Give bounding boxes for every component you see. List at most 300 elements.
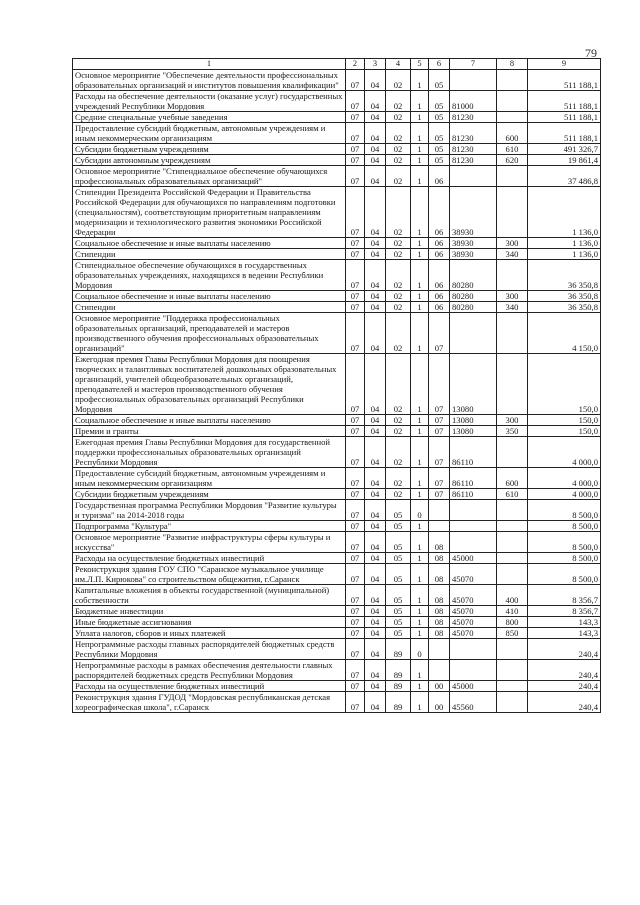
subprogram-code-cell: 1	[411, 70, 429, 91]
program-code-cell: 02	[386, 260, 411, 291]
subsection-code-cell: 04	[365, 532, 386, 553]
subprogram-code-cell: 1	[411, 532, 429, 553]
amount-cell: 240,4	[528, 660, 601, 681]
table-row	[73, 144, 601, 155]
activity-code-cell: 08	[429, 585, 450, 606]
column-header: 1	[73, 59, 346, 70]
subprogram-code-cell: 1	[411, 585, 429, 606]
program-code-cell: 02	[386, 123, 411, 144]
activity-code-cell: 05	[429, 123, 450, 144]
activity-code-cell: 06	[429, 302, 450, 313]
subsection-code-cell: 04	[365, 617, 386, 628]
table-row	[73, 187, 601, 238]
section-code-cell: 07	[346, 166, 365, 187]
column-header: 3	[365, 59, 386, 70]
table-row	[73, 415, 601, 426]
column-header: 8	[497, 59, 528, 70]
program-code-cell: 89	[386, 660, 411, 681]
expense-type-cell	[497, 354, 528, 415]
target-code-cell: 80280	[450, 291, 497, 302]
activity-code-cell: 08	[429, 628, 450, 639]
amount-cell: 8 500,0	[528, 500, 601, 521]
activity-code-cell	[429, 500, 450, 521]
amount-cell: 511 188,1	[528, 91, 601, 112]
expense-type-cell: 800	[497, 617, 528, 628]
subprogram-code-cell: 1	[411, 628, 429, 639]
subprogram-code-cell: 0	[411, 639, 429, 660]
expense-type-cell	[497, 639, 528, 660]
row-name-cell: Предоставление субсидий бюджетным, автономным учреждениям и иным некоммерческим организациям	[73, 123, 346, 144]
section-code-cell: 07	[346, 426, 365, 437]
section-code-cell: 07	[346, 617, 365, 628]
target-code-cell: 45070	[450, 564, 497, 585]
table-row	[73, 628, 601, 639]
section-code-cell: 07	[346, 681, 365, 692]
table-row	[73, 249, 601, 260]
row-name-cell: Социальное обеспечение и иные выплаты населению	[73, 415, 346, 426]
program-code-cell: 89	[386, 681, 411, 692]
section-code-cell: 07	[346, 606, 365, 617]
program-code-cell: 02	[386, 249, 411, 260]
row-name-cell: Основное мероприятие "Обеспечение деятельности профессиональных образовательных организаций и институтов повышения квалификации"	[73, 70, 346, 91]
expense-type-cell	[497, 532, 528, 553]
section-code-cell: 07	[346, 291, 365, 302]
amount-cell: 511 188,1	[528, 70, 601, 91]
table-row	[73, 291, 601, 302]
section-code-cell: 07	[346, 521, 365, 532]
table-row	[73, 606, 601, 617]
target-code-cell: 81000	[450, 91, 497, 112]
expense-type-cell	[497, 187, 528, 238]
column-header: 2	[346, 59, 365, 70]
subprogram-code-cell: 1	[411, 426, 429, 437]
table-row	[73, 617, 601, 628]
subprogram-code-cell: 1	[411, 692, 429, 713]
program-code-cell: 02	[386, 238, 411, 249]
program-code-cell: 05	[386, 628, 411, 639]
subprogram-code-cell: 1	[411, 260, 429, 291]
subsection-code-cell: 04	[365, 521, 386, 532]
subsection-code-cell: 04	[365, 437, 386, 468]
activity-code-cell: 07	[429, 313, 450, 354]
row-name-cell: Субсидии автономным учреждениям	[73, 155, 346, 166]
program-code-cell: 05	[386, 521, 411, 532]
target-code-cell	[450, 532, 497, 553]
amount-cell: 240,4	[528, 692, 601, 713]
subsection-code-cell: 04	[365, 553, 386, 564]
expense-type-cell	[497, 166, 528, 187]
target-code-cell: 86110	[450, 468, 497, 489]
table-row	[73, 564, 601, 585]
budget-table	[72, 58, 601, 713]
subprogram-code-cell: 1	[411, 521, 429, 532]
row-name-cell: Подпрограмма "Культура"	[73, 521, 346, 532]
program-code-cell: 05	[386, 606, 411, 617]
activity-code-cell: 06	[429, 238, 450, 249]
section-code-cell: 07	[346, 489, 365, 500]
amount-cell: 1 136,0	[528, 249, 601, 260]
expense-type-cell: 340	[497, 249, 528, 260]
section-code-cell: 07	[346, 639, 365, 660]
amount-cell: 511 188,1	[528, 123, 601, 144]
row-name-cell: Непрограммные расходы главных распорядителей бюджетных средств Республики Мордовия	[73, 639, 346, 660]
subsection-code-cell: 04	[365, 112, 386, 123]
amount-cell: 240,4	[528, 681, 601, 692]
activity-code-cell	[429, 639, 450, 660]
expense-type-cell	[497, 660, 528, 681]
table-row	[73, 681, 601, 692]
expense-type-cell	[497, 521, 528, 532]
target-code-cell: 80280	[450, 260, 497, 291]
program-code-cell: 05	[386, 585, 411, 606]
page-number: 79	[585, 46, 597, 60]
section-code-cell: 07	[346, 155, 365, 166]
target-code-cell: 45000	[450, 681, 497, 692]
subsection-code-cell: 04	[365, 660, 386, 681]
row-name-cell: Социальное обеспечение и иные выплаты населению	[73, 291, 346, 302]
activity-code-cell: 06	[429, 249, 450, 260]
subsection-code-cell: 04	[365, 91, 386, 112]
program-code-cell: 02	[386, 166, 411, 187]
row-name-cell: Расходы на осуществление бюджетных инвестиций	[73, 553, 346, 564]
amount-cell: 1 136,0	[528, 187, 601, 238]
table-row	[73, 426, 601, 437]
amount-cell: 143,3	[528, 628, 601, 639]
table-header-row	[73, 59, 601, 70]
subprogram-code-cell: 1	[411, 166, 429, 187]
table-row	[73, 302, 601, 313]
target-code-cell: 13080	[450, 426, 497, 437]
subprogram-code-cell: 1	[411, 249, 429, 260]
subsection-code-cell: 04	[365, 354, 386, 415]
expense-type-cell: 600	[497, 123, 528, 144]
row-name-cell: Предоставление субсидий бюджетным, автономным учреждениям и иным некоммерческим организациям	[73, 468, 346, 489]
expense-type-cell: 610	[497, 489, 528, 500]
target-code-cell	[450, 660, 497, 681]
subprogram-code-cell: 1	[411, 302, 429, 313]
table-row	[73, 123, 601, 144]
section-code-cell: 07	[346, 628, 365, 639]
subsection-code-cell: 04	[365, 426, 386, 437]
section-code-cell: 07	[346, 468, 365, 489]
table-row	[73, 532, 601, 553]
subprogram-code-cell: 0	[411, 500, 429, 521]
table-row	[73, 91, 601, 112]
program-code-cell: 02	[386, 302, 411, 313]
section-code-cell: 07	[346, 354, 365, 415]
subsection-code-cell: 04	[365, 628, 386, 639]
program-code-cell: 02	[386, 489, 411, 500]
expense-type-cell	[497, 91, 528, 112]
row-name-cell: Капитальные вложения в объекты государственной (муниципальной) собственности	[73, 585, 346, 606]
program-code-cell: 89	[386, 639, 411, 660]
column-header: 4	[386, 59, 411, 70]
program-code-cell: 02	[386, 437, 411, 468]
subprogram-code-cell: 1	[411, 155, 429, 166]
expense-type-cell	[497, 313, 528, 354]
activity-code-cell: 07	[429, 489, 450, 500]
table-row	[73, 553, 601, 564]
expense-type-cell: 410	[497, 606, 528, 617]
subprogram-code-cell: 1	[411, 606, 429, 617]
program-code-cell: 02	[386, 91, 411, 112]
table-row	[73, 260, 601, 291]
row-name-cell: Стипендии Президента Российской Федерации и Правительства Российской Федерации для обучающихся по направлениям подготовки (специальностям), соответствующим приоритетным направлениям модернизации и технологического развития экономики Российской Федерации	[73, 187, 346, 238]
amount-cell: 36 350,8	[528, 291, 601, 302]
table-row	[73, 354, 601, 415]
subprogram-code-cell: 1	[411, 437, 429, 468]
program-code-cell: 02	[386, 155, 411, 166]
target-code-cell	[450, 521, 497, 532]
subsection-code-cell: 04	[365, 249, 386, 260]
expense-type-cell	[497, 112, 528, 123]
subsection-code-cell: 04	[365, 238, 386, 249]
target-code-cell	[450, 639, 497, 660]
program-code-cell: 05	[386, 564, 411, 585]
amount-cell: 511 188,1	[528, 112, 601, 123]
table-row	[73, 585, 601, 606]
row-name-cell: Социальное обеспечение и иные выплаты населению	[73, 238, 346, 249]
activity-code-cell: 06	[429, 187, 450, 238]
row-name-cell: Основное мероприятие "Поддержка профессиональных образовательных организаций, преподавателей и мастеров производственного обучения профессиональных образовательных организаций"	[73, 313, 346, 354]
target-code-cell: 38930	[450, 238, 497, 249]
subprogram-code-cell: 1	[411, 238, 429, 249]
subsection-code-cell: 04	[365, 260, 386, 291]
row-name-cell: Средние специальные учебные заведения	[73, 112, 346, 123]
row-name-cell: Стипендиальное обеспечение обучающихся в государственных образовательных учреждениях, находящихся в ведении Республики Мордовия	[73, 260, 346, 291]
program-code-cell: 02	[386, 354, 411, 415]
table-row	[73, 660, 601, 681]
activity-code-cell: 08	[429, 617, 450, 628]
table-row	[73, 70, 601, 91]
subprogram-code-cell: 1	[411, 564, 429, 585]
subsection-code-cell: 04	[365, 166, 386, 187]
amount-cell: 1 136,0	[528, 238, 601, 249]
program-code-cell: 02	[386, 291, 411, 302]
row-name-cell: Ежегодная премия Главы Республики Мордовия для поощрения творческих и талантливых воспитателей дошкольных образовательных организаций, учителей общеобразовательных организаций, преподавателей и мастеров производственного обучения профессиональных образовательных организаций Республики Мордовия	[73, 354, 346, 415]
table-row	[73, 238, 601, 249]
activity-code-cell	[429, 521, 450, 532]
subprogram-code-cell: 1	[411, 354, 429, 415]
activity-code-cell	[429, 660, 450, 681]
activity-code-cell: 07	[429, 426, 450, 437]
subsection-code-cell: 04	[365, 144, 386, 155]
amount-cell: 37 486,8	[528, 166, 601, 187]
amount-cell: 150,0	[528, 415, 601, 426]
expense-type-cell: 340	[497, 302, 528, 313]
program-code-cell: 02	[386, 415, 411, 426]
activity-code-cell: 05	[429, 70, 450, 91]
expense-type-cell: 600	[497, 468, 528, 489]
activity-code-cell: 05	[429, 91, 450, 112]
subprogram-code-cell: 1	[411, 617, 429, 628]
expense-type-cell	[497, 260, 528, 291]
row-name-cell: Стипендии	[73, 249, 346, 260]
table-row	[73, 112, 601, 123]
section-code-cell: 07	[346, 660, 365, 681]
expense-type-cell: 350	[497, 426, 528, 437]
expense-type-cell: 400	[497, 585, 528, 606]
subprogram-code-cell: 1	[411, 123, 429, 144]
program-code-cell: 02	[386, 70, 411, 91]
activity-code-cell: 06	[429, 291, 450, 302]
target-code-cell: 81230	[450, 155, 497, 166]
target-code-cell	[450, 70, 497, 91]
subprogram-code-cell: 1	[411, 553, 429, 564]
row-name-cell: Реконструкция здания ГОУ СПО "Саранское музыкальное училище им.Л.П. Кирюкова" со строительством общежития, г.Саранск	[73, 564, 346, 585]
row-name-cell: Уплата налогов, сборов и иных платежей	[73, 628, 346, 639]
section-code-cell: 07	[346, 553, 365, 564]
table-row	[73, 692, 601, 713]
activity-code-cell: 05	[429, 144, 450, 155]
column-header: 7	[450, 59, 497, 70]
activity-code-cell: 08	[429, 564, 450, 585]
expense-type-cell: 300	[497, 415, 528, 426]
amount-cell: 36 350,8	[528, 302, 601, 313]
table-row	[73, 313, 601, 354]
activity-code-cell: 07	[429, 415, 450, 426]
activity-code-cell: 00	[429, 692, 450, 713]
section-code-cell: 07	[346, 500, 365, 521]
column-header: 5	[411, 59, 429, 70]
amount-cell: 4 000,0	[528, 437, 601, 468]
subprogram-code-cell: 1	[411, 91, 429, 112]
subprogram-code-cell: 1	[411, 489, 429, 500]
expense-type-cell: 300	[497, 238, 528, 249]
activity-code-cell: 07	[429, 354, 450, 415]
amount-cell: 491 326,7	[528, 144, 601, 155]
subprogram-code-cell: 1	[411, 313, 429, 354]
section-code-cell: 07	[346, 91, 365, 112]
activity-code-cell: 05	[429, 155, 450, 166]
activity-code-cell: 08	[429, 606, 450, 617]
expense-type-cell	[497, 500, 528, 521]
target-code-cell: 45070	[450, 585, 497, 606]
row-name-cell: Непрограммные расходы в рамках обеспечения деятельности главных распорядителей бюджетных средств Республики Мордовия	[73, 660, 346, 681]
row-name-cell: Стипендии	[73, 302, 346, 313]
row-name-cell: Основное мероприятие "Развитие инфраструктуры сферы культуры и искусства"	[73, 532, 346, 553]
program-code-cell: 02	[386, 112, 411, 123]
target-code-cell: 86110	[450, 437, 497, 468]
row-name-cell: Ежегодная премия Главы Республики Мордовия для государственной поддержки профессиональных образовательных организаций Республики Мордовия	[73, 437, 346, 468]
amount-cell: 150,0	[528, 354, 601, 415]
program-code-cell: 05	[386, 553, 411, 564]
activity-code-cell: 06	[429, 260, 450, 291]
subprogram-code-cell: 1	[411, 112, 429, 123]
subprogram-code-cell: 1	[411, 660, 429, 681]
amount-cell: 4 150,0	[528, 313, 601, 354]
amount-cell: 143,3	[528, 617, 601, 628]
program-code-cell: 05	[386, 500, 411, 521]
subprogram-code-cell: 1	[411, 681, 429, 692]
amount-cell: 240,4	[528, 639, 601, 660]
section-code-cell: 07	[346, 187, 365, 238]
section-code-cell: 07	[346, 112, 365, 123]
target-code-cell: 45070	[450, 606, 497, 617]
table-row	[73, 437, 601, 468]
program-code-cell: 02	[386, 144, 411, 155]
section-code-cell: 07	[346, 437, 365, 468]
column-header: 6	[429, 59, 450, 70]
program-code-cell: 02	[386, 468, 411, 489]
section-code-cell: 07	[346, 238, 365, 249]
row-name-cell: Реконструкция здания ГУДОД "Мордовская республиканская детская хореографическая школа", г.Саранск	[73, 692, 346, 713]
target-code-cell	[450, 166, 497, 187]
section-code-cell: 07	[346, 313, 365, 354]
target-code-cell: 45000	[450, 553, 497, 564]
subsection-code-cell: 04	[365, 415, 386, 426]
table-row	[73, 500, 601, 521]
subprogram-code-cell: 1	[411, 144, 429, 155]
subsection-code-cell: 04	[365, 681, 386, 692]
table-row	[73, 155, 601, 166]
target-code-cell: 45070	[450, 617, 497, 628]
target-code-cell: 81230	[450, 144, 497, 155]
subsection-code-cell: 04	[365, 187, 386, 238]
row-name-cell: Бюджетные инвестиции	[73, 606, 346, 617]
expense-type-cell: 610	[497, 144, 528, 155]
table-row	[73, 639, 601, 660]
amount-cell: 150,0	[528, 426, 601, 437]
section-code-cell: 07	[346, 260, 365, 291]
subsection-code-cell: 04	[365, 291, 386, 302]
amount-cell: 4 000,0	[528, 468, 601, 489]
subsection-code-cell: 04	[365, 70, 386, 91]
section-code-cell: 07	[346, 70, 365, 91]
activity-code-cell: 06	[429, 166, 450, 187]
activity-code-cell: 07	[429, 468, 450, 489]
subprogram-code-cell: 1	[411, 187, 429, 238]
row-name-cell: Государственная программа Республики Мордовия "Развитие культуры и туризма" на 2014-2018 годы	[73, 500, 346, 521]
row-name-cell: Расходы на осуществление бюджетных инвестиций	[73, 681, 346, 692]
subprogram-code-cell: 1	[411, 468, 429, 489]
section-code-cell: 07	[346, 692, 365, 713]
amount-cell: 36 350,8	[528, 260, 601, 291]
section-code-cell: 07	[346, 302, 365, 313]
amount-cell: 19 861,4	[528, 155, 601, 166]
program-code-cell: 02	[386, 426, 411, 437]
table-row	[73, 521, 601, 532]
target-code-cell	[450, 313, 497, 354]
subprogram-code-cell: 1	[411, 291, 429, 302]
amount-cell: 8 500,0	[528, 564, 601, 585]
target-code-cell: 45560	[450, 692, 497, 713]
subsection-code-cell: 04	[365, 155, 386, 166]
target-code-cell: 86110	[450, 489, 497, 500]
activity-code-cell: 08	[429, 532, 450, 553]
target-code-cell: 13080	[450, 354, 497, 415]
row-name-cell: Основное мероприятие "Стипендиальное обеспечение обучающихся профессиональных образовательных организаций"	[73, 166, 346, 187]
program-code-cell: 05	[386, 532, 411, 553]
expense-type-cell: 300	[497, 291, 528, 302]
subsection-code-cell: 04	[365, 468, 386, 489]
activity-code-cell: 00	[429, 681, 450, 692]
subsection-code-cell: 04	[365, 500, 386, 521]
row-name-cell: Премии и гранты	[73, 426, 346, 437]
target-code-cell: 38930	[450, 249, 497, 260]
target-code-cell: 13080	[450, 415, 497, 426]
subsection-code-cell: 04	[365, 606, 386, 617]
program-code-cell: 89	[386, 692, 411, 713]
amount-cell: 8 500,0	[528, 553, 601, 564]
expense-type-cell	[497, 70, 528, 91]
subsection-code-cell: 04	[365, 585, 386, 606]
amount-cell: 8 356,7	[528, 606, 601, 617]
program-code-cell: 02	[386, 187, 411, 238]
table-row	[73, 489, 601, 500]
section-code-cell: 07	[346, 532, 365, 553]
subprogram-code-cell: 1	[411, 415, 429, 426]
